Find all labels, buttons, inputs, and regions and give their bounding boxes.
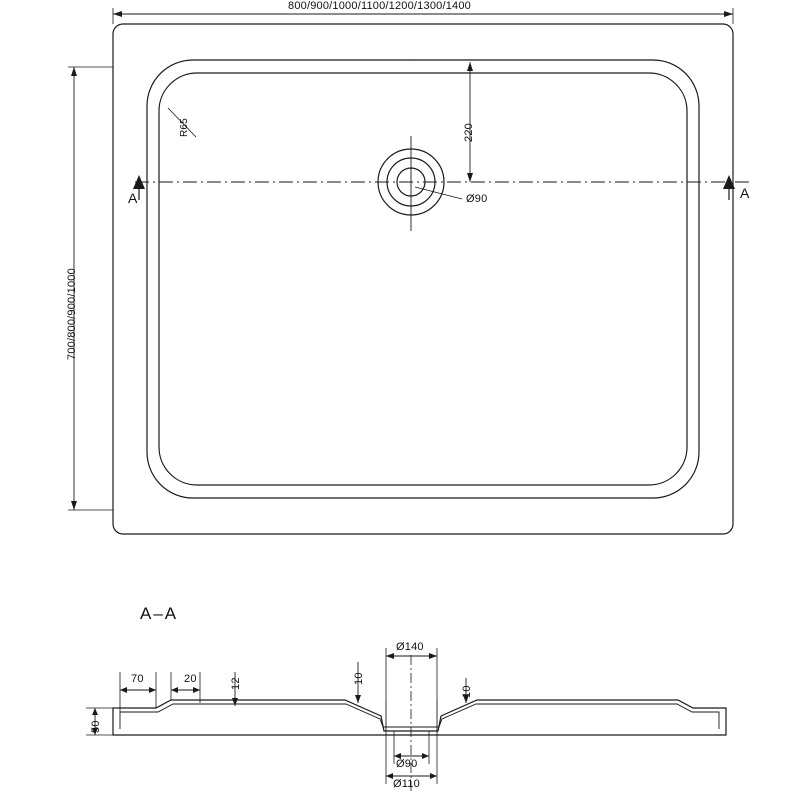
dim-d140-arrow-right <box>429 653 437 659</box>
tray-basin-outer <box>147 60 699 498</box>
dim-220-arrow-top <box>467 62 473 71</box>
drain-leader <box>415 187 462 199</box>
dim-height-arrow-bottom <box>71 501 77 510</box>
dia-90-label: Ø90 <box>396 758 418 770</box>
dim-d110-arrow-left <box>386 773 393 779</box>
dim-width-arrow-left <box>113 11 122 17</box>
dim-10-right-label: 10 <box>461 685 473 698</box>
dim-20-arrow-left <box>171 687 178 693</box>
dim-d110-arrow-right <box>430 773 437 779</box>
dim-10-left-arrow-bottom <box>355 695 361 703</box>
section-marker-right-label: A <box>740 185 750 201</box>
dim-20-arrow-right <box>193 687 200 693</box>
section-marker-left-label: A <box>128 190 138 206</box>
dim-50-arrow-top <box>92 708 98 715</box>
dim-12-arrow-bottom <box>232 698 238 706</box>
drain-diameter-label: Ø90 <box>466 193 488 205</box>
dim-height-arrow-top <box>71 67 77 76</box>
section-profile-inner <box>120 704 719 729</box>
dim-20-label: 20 <box>184 673 197 685</box>
dim-width-label: 800/900/1000/1100/1200/1300/1400 <box>288 0 471 12</box>
section-title: A–A <box>140 604 179 623</box>
section-profile-outer <box>113 700 726 735</box>
drain-offset-label: 220 <box>463 123 475 142</box>
dim-12-label: 12 <box>230 677 242 690</box>
dim-70-arrow-left <box>120 687 127 693</box>
dim-70-label: 70 <box>131 673 144 685</box>
dim-50-label: 50 <box>90 720 102 733</box>
tray-basin-inner <box>159 73 687 485</box>
dim-220-arrow-bottom <box>467 173 473 182</box>
dim-d140-arrow-left <box>386 653 394 659</box>
dim-10-left-label: 10 <box>353 672 365 685</box>
dim-d90-arrow-right <box>422 753 429 759</box>
dim-70-arrow-right <box>149 687 156 693</box>
dia-140-label: Ø140 <box>396 641 424 653</box>
corner-radius-label: R65 <box>179 118 190 137</box>
dim-height-label: 700/800/900/1000 <box>66 268 78 360</box>
dim-width-arrow-right <box>724 11 733 17</box>
dia-110-label: Ø110 <box>393 778 420 790</box>
tray-outline <box>113 24 733 534</box>
